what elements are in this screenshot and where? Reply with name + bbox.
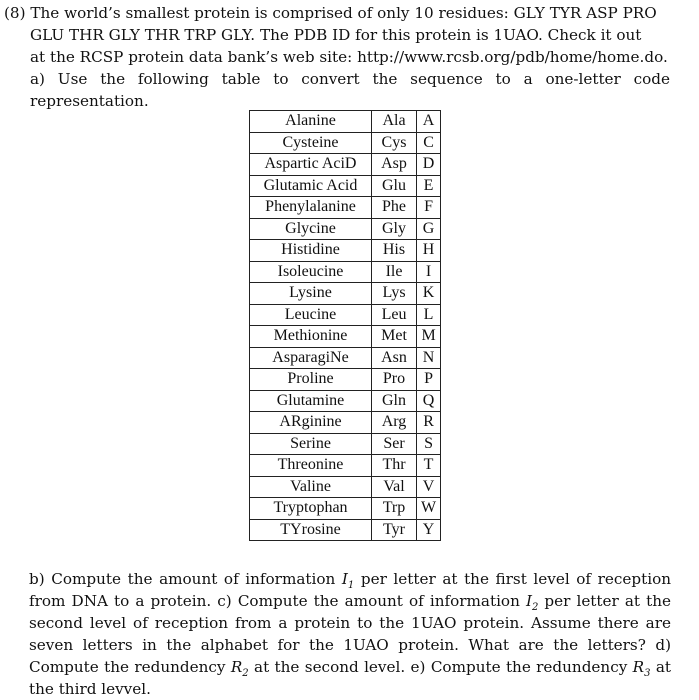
amino-acid-table-body [250,111,441,541]
one-letter-code: S [417,433,441,455]
one-letter-code: I [417,261,441,283]
one-letter-code: D [417,154,441,176]
three-letter-code: Met [372,326,417,348]
three-letter-code: Val [372,476,417,498]
one-letter-code: V [417,476,441,498]
three-letter-code: Cys [372,132,417,154]
part-b-segment-3: per letter at the second level of reception from a protein to the 1UAO protein. Assume there are seven letters in the alphabet for the 1UAO protein. What are the letters? d) Compute the redundency [29,592,671,676]
one-letter-code: K [417,283,441,305]
three-letter-code: Gln [372,390,417,412]
variable-i2-symbol: I [525,592,532,610]
three-letter-code: Pro [372,369,417,391]
amino-acid-name: Aspartic AciD [250,154,372,176]
intro-line-1: (8) The world’s smallest protein is comprised of only 10 residues: GLY TYR ASP PRO [4,4,657,22]
table-row [250,154,441,176]
table-row [250,455,441,477]
one-letter-code: M [417,326,441,348]
three-letter-code: Glu [372,175,417,197]
variable-r2-symbol: R [230,658,243,676]
amino-acid-name: Serine [250,433,372,455]
table-row [250,111,441,133]
amino-acid-name: Glycine [250,218,372,240]
amino-acid-name: Valine [250,476,372,498]
variable-r3-subscript: 3 [644,668,651,680]
three-letter-code: Arg [372,412,417,434]
three-letter-code: Asp [372,154,417,176]
variable-r2 [230,658,249,680]
table-row [250,261,441,283]
three-letter-code: His [372,240,417,262]
part-b-segment-4: at the second level. e) Compute the redundency [248,658,633,676]
amino-acid-name: Tryptophan [250,498,372,520]
amino-acid-name: Leucine [250,304,372,326]
variable-r2-subscript: 2 [242,668,249,680]
table-row [250,326,441,348]
table-row [250,433,441,455]
amino-acid-name: Threonine [250,455,372,477]
table-row [250,347,441,369]
amino-acid-name: Lysine [250,283,372,305]
part-a-text: a) Use the following table to convert the sequence to a one-letter code representation. [30,70,670,110]
table-row [250,390,441,412]
intro-line-2: GLU THR GLY THR TRP GLY. The PDB ID for this protein is 1UAO. Check it out [30,26,642,44]
three-letter-code: Thr [372,455,417,477]
variable-i1-subscript: 1 [347,580,355,592]
variable-i1 [341,570,355,592]
table-row [250,218,441,240]
table-row [250,369,441,391]
amino-acid-name: Phenylalanine [250,197,372,219]
variable-i1-symbol: I [341,570,348,588]
table-row [250,197,441,219]
one-letter-code: Q [417,390,441,412]
three-letter-code: Tyr [372,519,417,541]
table-row [250,412,441,434]
table-row [250,304,441,326]
amino-acid-name: AsparagiNe [250,347,372,369]
one-letter-code: P [417,369,441,391]
one-letter-code: W [417,498,441,520]
one-letter-code: N [417,347,441,369]
variable-i2-subscript: 2 [531,602,539,614]
part-b-segment-5: at the third levvel. [29,658,671,698]
one-letter-code: Y [417,519,441,541]
table-row [250,498,441,520]
amino-acid-name: Methionine [250,326,372,348]
three-letter-code: Trp [372,498,417,520]
table-row [250,240,441,262]
amino-acid-table [249,110,441,541]
variable-r3 [632,658,651,680]
three-letter-code: Leu [372,304,417,326]
three-letter-code: Gly [372,218,417,240]
amino-acid-name: Proline [250,369,372,391]
amino-acid-name: Isoleucine [250,261,372,283]
variable-r3-symbol: R [632,658,645,676]
one-letter-code: G [417,218,441,240]
one-letter-code: F [417,197,441,219]
one-letter-code: C [417,132,441,154]
three-letter-code: Ser [372,433,417,455]
amino-acid-name: ARginine [250,412,372,434]
part-b-text [29,568,671,700]
part-b-segment-2: per letter at the first level of reception from DNA to a protein. c) Compute the amount of information [29,570,671,610]
amino-acid-name: Glutamine [250,390,372,412]
amino-acid-name: TYrosine [250,519,372,541]
one-letter-code: T [417,455,441,477]
three-letter-code: Ala [372,111,417,133]
three-letter-code: Ile [372,261,417,283]
variable-i2 [525,592,539,614]
amino-acid-name: Cysteine [250,132,372,154]
part-b-segment-1: b) Compute the amount of information [29,570,342,588]
one-letter-code: R [417,412,441,434]
amino-acid-name: Histidine [250,240,372,262]
three-letter-code: Phe [372,197,417,219]
amino-acid-name: Alanine [250,111,372,133]
one-letter-code: L [417,304,441,326]
one-letter-code: A [417,111,441,133]
amino-acid-table-wrapper [249,110,441,541]
amino-acid-name: Glutamic Acid [250,175,372,197]
table-row [250,519,441,541]
one-letter-code: E [417,175,441,197]
three-letter-code: Lys [372,283,417,305]
table-row [250,476,441,498]
three-letter-code: Asn [372,347,417,369]
table-row [250,175,441,197]
table-row [250,132,441,154]
one-letter-code: H [417,240,441,262]
table-row [250,283,441,305]
intro-line-3: at the RCSP protein data bank’s web site: http://www.rcsb.org/pdb/home/home.do. [30,48,668,66]
problem-intro [4,2,668,68]
